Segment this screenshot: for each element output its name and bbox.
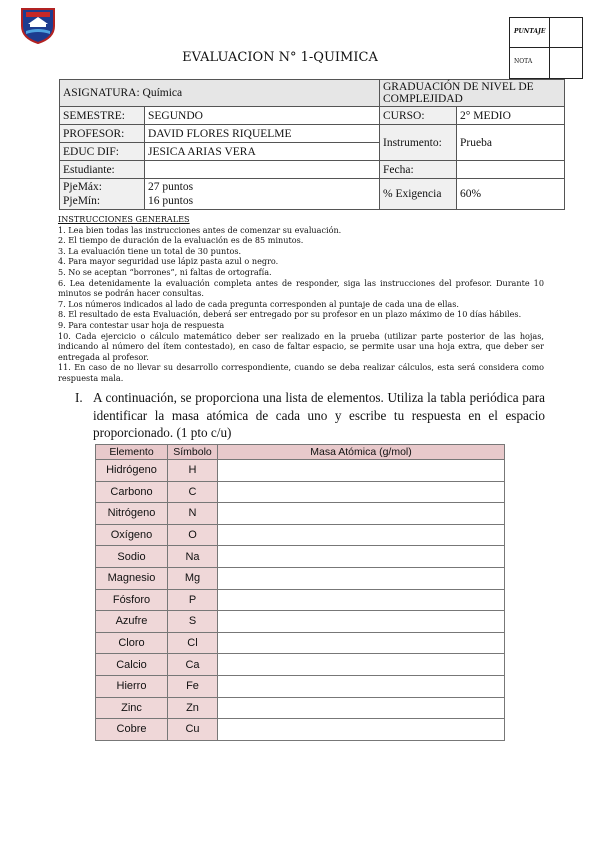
mass-answer-field[interactable]: [218, 675, 505, 697]
table-row: [96, 632, 505, 654]
pjemax-label: PjeMáx:: [63, 181, 102, 193]
element-symbol: H: [168, 460, 218, 482]
instruction-item: 5. No se aceptan “borrones”, ni faltas de ortografía.: [58, 266, 272, 277]
element-symbol: Cl: [168, 632, 218, 654]
instructions: [58, 214, 544, 384]
table-row: [96, 460, 505, 482]
element-name: Hidrógeno: [96, 460, 168, 482]
mass-answer-field[interactable]: [218, 719, 505, 741]
fecha-field[interactable]: [457, 161, 565, 179]
question-1: [75, 389, 545, 442]
mass-answer-field[interactable]: [218, 503, 505, 525]
puntaje-field[interactable]: [550, 18, 582, 48]
element-symbol: P: [168, 589, 218, 611]
element-symbol: S: [168, 611, 218, 633]
estudiante-field[interactable]: [145, 161, 380, 179]
element-name: Magnesio: [96, 567, 168, 589]
exigencia-value: 60%: [457, 179, 565, 210]
element-name: Nitrógeno: [96, 503, 168, 525]
mass-answer-field[interactable]: [218, 460, 505, 482]
profesor-label: PROFESOR:: [60, 125, 145, 143]
curso-label: CURSO:: [380, 107, 457, 125]
semestre-value: SEGUNDO: [145, 107, 380, 125]
mass-answer-field[interactable]: [218, 611, 505, 633]
estudiante-label: Estudiante:: [60, 161, 145, 179]
mass-answer-field[interactable]: [218, 546, 505, 568]
table-row: [96, 546, 505, 568]
mass-answer-field[interactable]: [218, 654, 505, 676]
mass-answer-field[interactable]: [218, 567, 505, 589]
pjemax-value: 27 puntos: [148, 181, 194, 193]
semestre-label: SEMESTRE:: [60, 107, 145, 125]
element-name: Hierro: [96, 675, 168, 697]
puntaje-label: PUNTAJE: [510, 18, 550, 48]
asignatura-cell: ASIGNATURA: Química: [60, 80, 380, 107]
instruction-item: 11. En caso de no llevar su desarrollo correspondiente, cuando se deba realizar cálculos, esta será considera como respuesta mala.: [58, 362, 544, 383]
element-symbol: Mg: [168, 567, 218, 589]
curso-value: 2° MEDIO: [457, 107, 565, 125]
score-box: [509, 17, 583, 79]
instructions-heading: INSTRUCCIONES GENERALES: [58, 214, 190, 224]
question-1-text: A continuación, se proporciona una lista de elementos. Utiliza la tabla periódica para identificar la masa atómica de cada uno y escribe tu respuesta en el espacio proporcionado. (1 pto c/u): [93, 390, 545, 440]
header-masa: Masa Atómica (g/mol): [218, 445, 505, 460]
instruction-item: 3. La evaluación tiene un total de 30 puntos.: [58, 245, 242, 256]
school-logo: [18, 6, 58, 44]
instruction-item: 2. El tiempo de duración de la evaluación es de 85 minutos.: [58, 235, 304, 246]
table-row: [96, 481, 505, 503]
mass-answer-field[interactable]: [218, 697, 505, 719]
nota-label: NOTA: [510, 48, 550, 78]
mass-answer-field[interactable]: [218, 524, 505, 546]
element-symbol: N: [168, 503, 218, 525]
instruction-item: 6. Lea detenidamente la evaluación completa antes de responder, siga las instrucciones del profesor. Durante 10 minutos se podrán hacer consultas.: [58, 277, 544, 299]
element-name: Cloro: [96, 632, 168, 654]
table-row: [96, 567, 505, 589]
instrumento-label: Instrumento:: [380, 125, 457, 161]
table-row: [96, 675, 505, 697]
element-name: Carbono: [96, 481, 168, 503]
table-row: [96, 697, 505, 719]
mass-answer-field[interactable]: [218, 481, 505, 503]
educ-value: JESICA ARIAS VERA: [145, 143, 380, 161]
element-symbol: Ca: [168, 654, 218, 676]
instruction-item: 8. El resultado de esta Evaluación, deberá ser entregado por su profesor en un plazo máximo de 10 días hábiles.: [58, 309, 522, 320]
mass-answer-field[interactable]: [218, 632, 505, 654]
mass-answer-field[interactable]: [218, 589, 505, 611]
element-name: Azufre: [96, 611, 168, 633]
instrumento-value: Prueba: [457, 125, 565, 161]
header-elemento: Elemento: [96, 445, 168, 460]
element-name: Calcio: [96, 654, 168, 676]
exigencia-label: % Exigencia: [380, 179, 457, 210]
fecha-label: Fecha:: [380, 161, 457, 179]
element-symbol: Cu: [168, 719, 218, 741]
instruction-item: 4. Para mayor seguridad use lápiz pasta azul o negro.: [58, 256, 279, 267]
element-name: Zinc: [96, 697, 168, 719]
element-symbol: C: [168, 481, 218, 503]
graduacion-cell: GRADUACIÓN DE NIVEL DE COMPLEJIDAD: [380, 80, 565, 107]
instruction-item: 7. Los números indicados al lado de cada pregunta corresponden al puntaje de cada una de ellas.: [58, 298, 459, 309]
elements-table: [95, 444, 505, 741]
profesor-value: DAVID FLORES RIQUELME: [145, 125, 380, 143]
pjemin-value: 16 puntos: [148, 195, 194, 207]
table-row: [96, 719, 505, 741]
table-row: [96, 503, 505, 525]
pjemin-label: PjeMín:: [63, 195, 101, 207]
table-row: [96, 611, 505, 633]
table-row: [96, 524, 505, 546]
instruction-item: 9. Para contestar usar hoja de respuesta: [58, 319, 225, 330]
instruction-item: 1. Lea bien todas las instrucciones antes de comenzar su evaluación.: [58, 224, 342, 235]
element-name: Cobre: [96, 719, 168, 741]
table-row: [96, 589, 505, 611]
table-row: [96, 654, 505, 676]
element-symbol: O: [168, 524, 218, 546]
question-1-number: I.: [75, 390, 83, 405]
instruction-item: 10. Cada ejercicio o cálculo matemático deber ser realizado en la prueba (utilizar parte posterior de las hojas, indicando al número del ítem contestado), en caso de faltar espacio, se permite usar una hoja extra, que deber ser entregada al profesor.: [58, 330, 544, 362]
element-symbol: Na: [168, 546, 218, 568]
element-name: Fósforo: [96, 589, 168, 611]
page-title: EVALUACION N° 1-QUIMICA: [182, 50, 378, 65]
element-symbol: Zn: [168, 697, 218, 719]
element-name: Sodio: [96, 546, 168, 568]
educ-label: EDUC DIF:: [60, 143, 145, 161]
element-symbol: Fe: [168, 675, 218, 697]
header-simbolo: Símbolo: [168, 445, 218, 460]
info-table: [59, 79, 565, 210]
element-name: Oxígeno: [96, 524, 168, 546]
